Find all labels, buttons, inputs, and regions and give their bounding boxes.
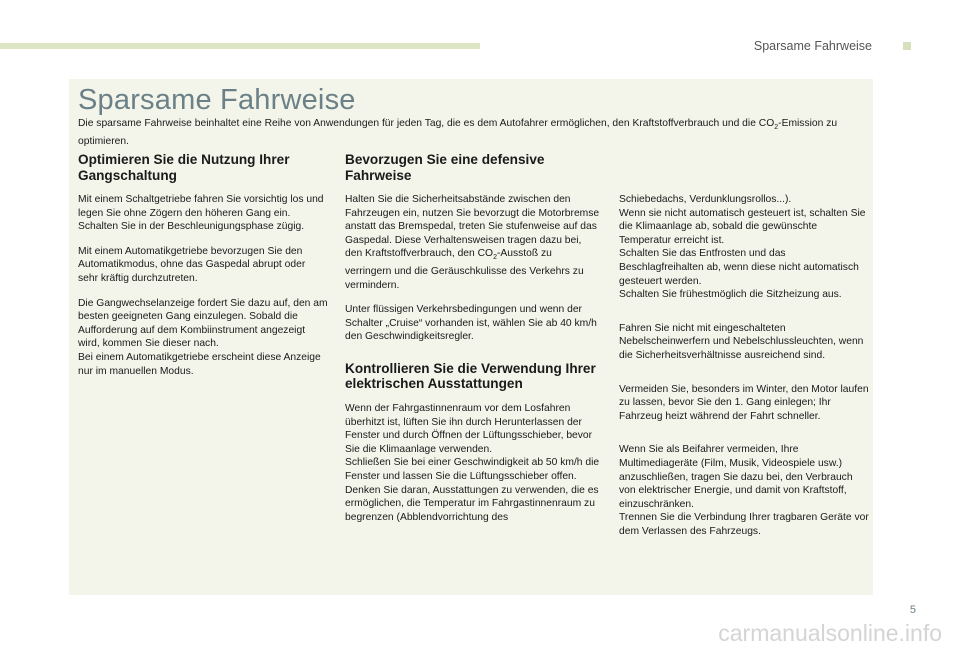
section-heading-electrical: Kontrollieren Sie die Verwendung Ihrer elektrischen Ausstattungen (345, 360, 596, 392)
section-heading-defensive: Bevorzugen Sie eine defensive Fahrweise (345, 152, 545, 183)
paragraph-climate-control: Schiebedachs, Verdunklungsrollos...). Wenn sie nicht automatisch gesteuert ist, schalten Sie die Klimaanlage ab, sobald die gewünschte Temperatur erreicht ist. Schalten Sie das Entfrosten und das Beschlagfreihalten ab, wenn diese nicht automatisch gesteuert werden. Schalten Sie frühestmöglich die Sitzheizung aus. (619, 194, 866, 301)
header-square-marker (903, 42, 911, 50)
paragraph-manual-gearbox: Mit einem Schaltgetriebe fahren Sie vorsichtig los und legen Sie ohne Zögern den höheren Gang ein. Schalten Sie in der Beschleunigungsphase zügig. (78, 194, 324, 233)
paragraph-cabin-ventilation: Wenn der Fahrgastinnenraum vor dem Losfahren überhitzt ist, lüften Sie ihn durch Herunterlassen der Fenster und durch Öffnen der Lüftungsschieber, bevor Sie die Klimaanlage verwenden. Schließen Sie bei einer Geschwindigkeit ab 50 km/h die Fenster und lassen Sie die Lüftungsschieber offen. Denken Sie daran, Ausstattungen zu verwenden, die es ermöglichen, die Temperatur im Fahrgastinnenraum zu begrenzen (Abblendvorrichtung des (345, 402, 600, 523)
paragraph-gear-indicator: Die Gangwechselanzeige fordert Sie dazu auf, den am besten geeigneten Gang einzulegen. Sobald die Aufforderung auf dem Kombiinstrument angezeigt wird, kommen Sie dieser nach. Bei einem Automatikgetriebe erscheint diese Anzeige nur im manuellen Modus. (78, 297, 328, 377)
paragraph-multimedia: Wenn Sie als Beifahrer vermeiden, Ihre Multimediageräte (Film, Musik, Videospiele usw.) anzuschließen, tragen Sie dazu bei, den Verbrauch von elektrischer Energie, und damit von Kraftstoff, einzuschränken. Trennen Sie die Verbindung Ihrer tragbaren Geräte vor dem Verlassen des Fahrzeugs. (619, 444, 869, 537)
column-defensive-driving (345, 152, 600, 535)
page-title: Sparsame Fahrweise (78, 84, 356, 116)
paragraph-cruise-control: Unter flüssigen Verkehrsbedingungen und wenn der Schalter „Cruise“ vorhanden ist, wählen Sie ab 40 km/h den Geschwindigkeitsregler. (345, 304, 597, 343)
section-heading-gearshift: Optimieren Sie die Nutzung Ihrer Gangschaltung (78, 152, 290, 183)
paragraph-safe-distance: Halten Sie die Sicherheitsabstände zwischen den Fahrzeugen ein, nutzen Sie bevorzugt die Motorbremse anstatt das Bremspedal, treten Sie stufenweise auf das Gaspedal. Diese Verhaltensweisen tragen dazu bei, den Kraftstoffverbrauch, den $CO_2$-Ausstoß zu verringern und die Geräuschkulisse des Verkehrs zu vermindern. (345, 194, 600, 291)
paragraph-fog-lights: Fahren Sie nicht mit eingeschalteten Nebelscheinwerfern und Nebelschlussleuchten, wenn die Sicherheitsverhältnisse ausreichend sind. (619, 322, 864, 361)
page-number: 5 (909, 604, 916, 616)
column-electrical-continued (619, 193, 869, 549)
intro-paragraph: Die sparsame Fahrweise beinhaltet eine Reihe von Anwendungen für jeden Tag, die es dem Autofahrer ermöglichen, den Kraftstoffverbrauch und die $CO_2$-Emission zu optimieren. (78, 118, 838, 147)
running-header-title: Sparsame Fahrweise (753, 39, 872, 53)
paragraph-automatic-gearbox: Mit einem Automatikgetriebe bevorzugen Sie den Automatikmodus, ohne das Gaspedal abrupt oder sehr kräftig durchzutreten. (78, 245, 306, 284)
header-accent-bar (0, 43, 480, 49)
paragraph-engine-idle: Vermeiden Sie, besonders im Winter, den Motor laufen zu lassen, bevor Sie den 1. Gang einlegen; Ihr Fahrzeug heizt während der Fahrt schneller. (619, 383, 869, 422)
column-gearshift (78, 152, 328, 389)
watermark: carmanualsonline.info (718, 620, 942, 646)
